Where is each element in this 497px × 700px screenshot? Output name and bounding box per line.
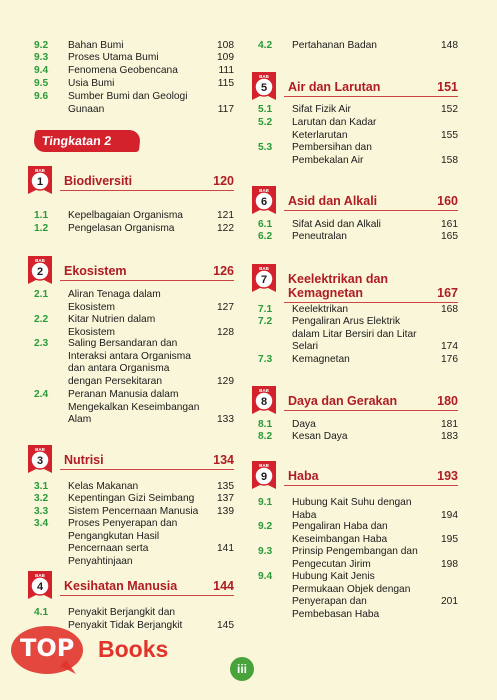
entry-number: 7.2 (258, 316, 273, 327)
chapter-divider (60, 469, 234, 470)
entry-number: 6.2 (258, 231, 273, 242)
entry-page: 145 (217, 619, 234, 631)
toc-entry[interactable] (258, 521, 458, 546)
entry-number: 2.3 (34, 338, 49, 349)
chapter-heading[interactable] (250, 74, 458, 100)
entry-page: 127 (217, 301, 234, 313)
entry-number: 2.4 (34, 389, 49, 400)
entry-title: Sifat Asid dan Alkali (292, 219, 381, 230)
entry-title: Bahan Bumi (68, 40, 124, 51)
entry-number: 4.1 (34, 607, 49, 618)
chapter-title: Nutrisi (64, 453, 104, 467)
entry-page: 128 (217, 326, 234, 338)
entry-title: Daya (292, 419, 316, 430)
chapter-badge-icon (26, 164, 54, 198)
chapter-divider (284, 410, 458, 411)
entry-title: Aliran Tenaga dalam Ekosistem (68, 289, 161, 313)
chapter-page: 151 (437, 80, 458, 94)
toc-entry[interactable] (34, 52, 234, 65)
chapter-title: Asid dan Alkali (288, 194, 378, 208)
badge-label: BAB (259, 266, 269, 271)
entry-page: 122 (217, 223, 234, 234)
entry-page: 141 (217, 543, 234, 554)
entry-number: 9.3 (34, 52, 49, 63)
entry-number: 1.2 (34, 223, 49, 234)
entry-number: 9.6 (34, 91, 49, 102)
toc-entry[interactable] (258, 117, 458, 142)
entry-title: Hubung Kait Jenis Permukaan Objek dengan Penyerapan dan Pembebasan Haba (292, 571, 411, 620)
entry-page: 148 (441, 40, 458, 51)
toc-entry[interactable] (34, 338, 234, 388)
chapter-divider (284, 302, 458, 303)
chapter-title: Haba (288, 469, 319, 483)
toc-entry[interactable] (34, 493, 234, 506)
toc-entry[interactable] (258, 497, 458, 522)
chapter-page: 134 (213, 453, 234, 467)
entry-title: Kepelbagaian Organisma (68, 210, 183, 221)
entry-page: 168 (441, 304, 458, 315)
entry-page: 155 (441, 129, 458, 141)
toc-entry[interactable] (34, 289, 234, 314)
toc-entry[interactable] (34, 91, 234, 116)
chapter-page: 126 (213, 264, 234, 278)
entry-title: Hubung Kait Suhu dengan Haba (292, 497, 412, 521)
toc-entry[interactable] (258, 316, 458, 354)
toc-entry[interactable] (34, 389, 234, 427)
entry-number: 4.2 (258, 40, 273, 51)
entry-number: 3.1 (34, 481, 49, 492)
chapter-badge-icon (26, 443, 54, 477)
badge-label: BAB (35, 258, 45, 263)
entry-title: Kitar Nutrien dalam Ekosistem (68, 314, 156, 338)
entry-page: 195 (441, 533, 458, 545)
toc-entry[interactable] (258, 304, 458, 317)
toc-entry[interactable] (34, 40, 234, 53)
chapter-heading[interactable] (26, 258, 234, 284)
entry-title: Kelas Makanan (68, 481, 139, 492)
entry-title: Prinsip Pengembangan dan Pengecutan Jirim (292, 546, 418, 570)
entry-number: 6.1 (258, 219, 273, 230)
chapter-title: Ekosistem (64, 264, 127, 278)
entry-page: 165 (441, 231, 458, 242)
entry-title: Usia Bumi (68, 78, 115, 89)
chapter-divider (60, 595, 234, 596)
entry-title: Pertahanan Badan (292, 40, 377, 51)
chapter-page: 167 (437, 286, 458, 300)
entry-page: 158 (441, 154, 458, 166)
entry-page: 176 (441, 354, 458, 365)
chapter-divider (60, 280, 234, 281)
entry-page: 174 (441, 341, 458, 352)
entry-number: 9.5 (34, 78, 49, 89)
chapter-page: 144 (213, 579, 234, 593)
entry-number: 9.2 (258, 521, 273, 532)
badge-label: BAB (259, 188, 269, 193)
chapter-title: Keelektrikan dan Kemagnetan (288, 272, 389, 300)
chapter-title: Biodiversiti (64, 174, 133, 188)
entry-title: Peranan Manusia dalam Mengekalkan Keseimbangan Alam (68, 389, 200, 425)
entry-title: Pengelasan Organisma (68, 223, 175, 234)
entry-title: Sistem Pencernaan Manusia (68, 506, 199, 517)
chapter-badge-icon (250, 459, 278, 493)
toc-entry[interactable] (258, 419, 458, 432)
entry-page: 108 (217, 40, 234, 51)
chapter-number: 7 (260, 274, 268, 286)
watermark-top: TOP (20, 634, 75, 662)
entry-page: 181 (441, 419, 458, 430)
chapter-number: 6 (260, 196, 268, 208)
chapter-title: Air dan Larutan (288, 80, 381, 94)
entry-title: Pengaliran Haba dan Keseimbangan Haba (292, 521, 388, 545)
entry-title: Kemagnetan (292, 354, 350, 365)
toc-entry[interactable] (34, 314, 234, 339)
toc-entry[interactable] (258, 219, 458, 232)
chapter-heading[interactable] (250, 188, 458, 214)
entry-page: 133 (217, 414, 234, 425)
toc-entry[interactable] (258, 571, 458, 620)
entry-page: 109 (217, 52, 234, 63)
chapter-page: 160 (437, 194, 458, 208)
chapter-number: 9 (260, 471, 268, 483)
toc-entry[interactable] (258, 142, 458, 167)
toc-entry[interactable] (34, 481, 234, 494)
toc-entry[interactable] (258, 431, 458, 444)
chapter-number: 8 (260, 396, 268, 408)
entry-page: 117 (217, 103, 234, 115)
entry-number: 3.3 (34, 506, 49, 517)
chapter-title: Kesihatan Manusia (64, 579, 178, 593)
entry-number: 5.2 (258, 117, 273, 128)
entry-number: 9.1 (258, 497, 273, 508)
entry-title: Penyakit Berjangkit dan Penyakit Tidak Berjangkit (68, 607, 183, 631)
entry-title: Keelektrikan (292, 304, 349, 315)
section-label: Tingkatan 2 (33, 130, 141, 152)
badge-label: BAB (35, 168, 45, 173)
entry-number: 3.2 (34, 493, 49, 504)
entry-number: 7.1 (258, 304, 273, 315)
entry-title: Fenomena Geobencana (68, 65, 178, 76)
entry-title: Pembersihan dan Pembekalan Air (292, 142, 372, 166)
chapter-divider (284, 96, 458, 97)
chapter-title: Daya dan Gerakan (288, 394, 398, 408)
entry-number: 5.3 (258, 142, 273, 153)
entry-page: 201 (441, 596, 458, 607)
entry-number: 9.4 (258, 571, 273, 582)
entry-number: 9.3 (258, 546, 273, 557)
entry-title: Pengaliran Arus Elektrik dalam Litar Bersiri dan Litar Selari (292, 316, 417, 352)
entry-page: 194 (441, 509, 458, 521)
badge-label: BAB (259, 388, 269, 393)
chapter-heading[interactable] (250, 388, 458, 414)
badge-label: BAB (35, 573, 45, 578)
toc-entry[interactable] (34, 223, 234, 236)
entry-page: 161 (441, 219, 458, 230)
toc-entry[interactable] (258, 546, 458, 571)
chapter-number: 2 (36, 266, 44, 278)
entry-page: 111 (218, 65, 234, 76)
chapter-badge-icon (250, 384, 278, 418)
entry-title: Peneutralan (292, 231, 347, 242)
entry-page: 115 (217, 78, 234, 89)
entry-page: 183 (441, 431, 458, 442)
entry-title: Sumber Bumi dan Geologi Gunaan (68, 91, 188, 115)
chapter-heading[interactable] (250, 266, 458, 300)
entry-page: 121 (217, 210, 234, 221)
badge-label: BAB (259, 74, 269, 79)
chapter-number: 5 (260, 82, 268, 94)
toc-entry[interactable] (258, 104, 458, 117)
entry-title: Kepentingan Gizi Seimbang (68, 493, 195, 504)
chapter-badge-icon (250, 262, 278, 296)
chapter-divider (284, 485, 458, 486)
entry-title: Larutan dan Kadar Keterlarutan (292, 117, 377, 141)
entry-page: 135 (217, 481, 234, 492)
toc-entry[interactable] (258, 354, 458, 367)
entry-number: 9.4 (34, 65, 49, 76)
chapter-badge-icon (250, 184, 278, 218)
chapter-page: 120 (213, 174, 234, 188)
chapter-badge-icon (250, 70, 278, 104)
entry-number: 3.4 (34, 518, 49, 529)
chapter-heading[interactable] (26, 447, 234, 473)
entry-number: 9.2 (34, 40, 49, 51)
chapter-heading[interactable] (250, 463, 458, 489)
chapter-badge-icon (26, 569, 54, 603)
toc-entry[interactable] (34, 506, 234, 519)
entry-title: Proses Utama Bumi (68, 52, 159, 63)
chapter-heading[interactable] (26, 168, 234, 194)
badge-label: BAB (259, 463, 269, 468)
toc-entry[interactable] (258, 231, 458, 244)
chapter-page: 193 (437, 469, 458, 483)
chapter-divider (284, 210, 458, 211)
entry-number: 7.3 (258, 354, 273, 365)
entry-number: 8.2 (258, 431, 273, 442)
toc-entry[interactable] (258, 40, 458, 53)
chapter-badge-icon (26, 254, 54, 288)
chapter-number: 1 (36, 176, 44, 188)
entry-title: Proses Penyerapan dan Pengangkutan Hasil Pencernaan serta Penyahtinjaan (68, 518, 178, 567)
toc-entry[interactable] (34, 210, 234, 223)
entry-page: 152 (441, 104, 458, 115)
entry-title: Saling Bersandaran dan Interaksi antara Organisma dan antara Organisma dengan Persekitaran (68, 338, 191, 387)
entry-number: 8.1 (258, 419, 273, 430)
watermark-logo (10, 610, 210, 680)
entry-title: Sifat Fizik Air (292, 104, 351, 115)
entry-page: 139 (217, 506, 234, 517)
entry-number: 2.2 (34, 314, 49, 325)
toc-entry[interactable] (34, 78, 234, 91)
chapter-number: 4 (36, 581, 44, 593)
toc-entry[interactable] (34, 518, 234, 567)
badge-label: BAB (35, 447, 45, 452)
chapter-divider (60, 190, 234, 191)
entry-page: 198 (441, 558, 458, 570)
page-number: iii (230, 657, 254, 681)
toc-entry[interactable] (34, 65, 234, 78)
entry-number: 1.1 (34, 210, 49, 221)
entry-page: 137 (217, 493, 234, 504)
entry-number: 2.1 (34, 289, 49, 300)
entry-page: 129 (217, 375, 234, 387)
chapter-page: 180 (437, 394, 458, 408)
chapter-heading[interactable] (26, 573, 234, 599)
chapter-number: 3 (36, 455, 44, 467)
entry-title: Kesan Daya (292, 431, 348, 442)
watermark-books: Books (98, 636, 169, 662)
entry-number: 5.1 (258, 104, 273, 115)
